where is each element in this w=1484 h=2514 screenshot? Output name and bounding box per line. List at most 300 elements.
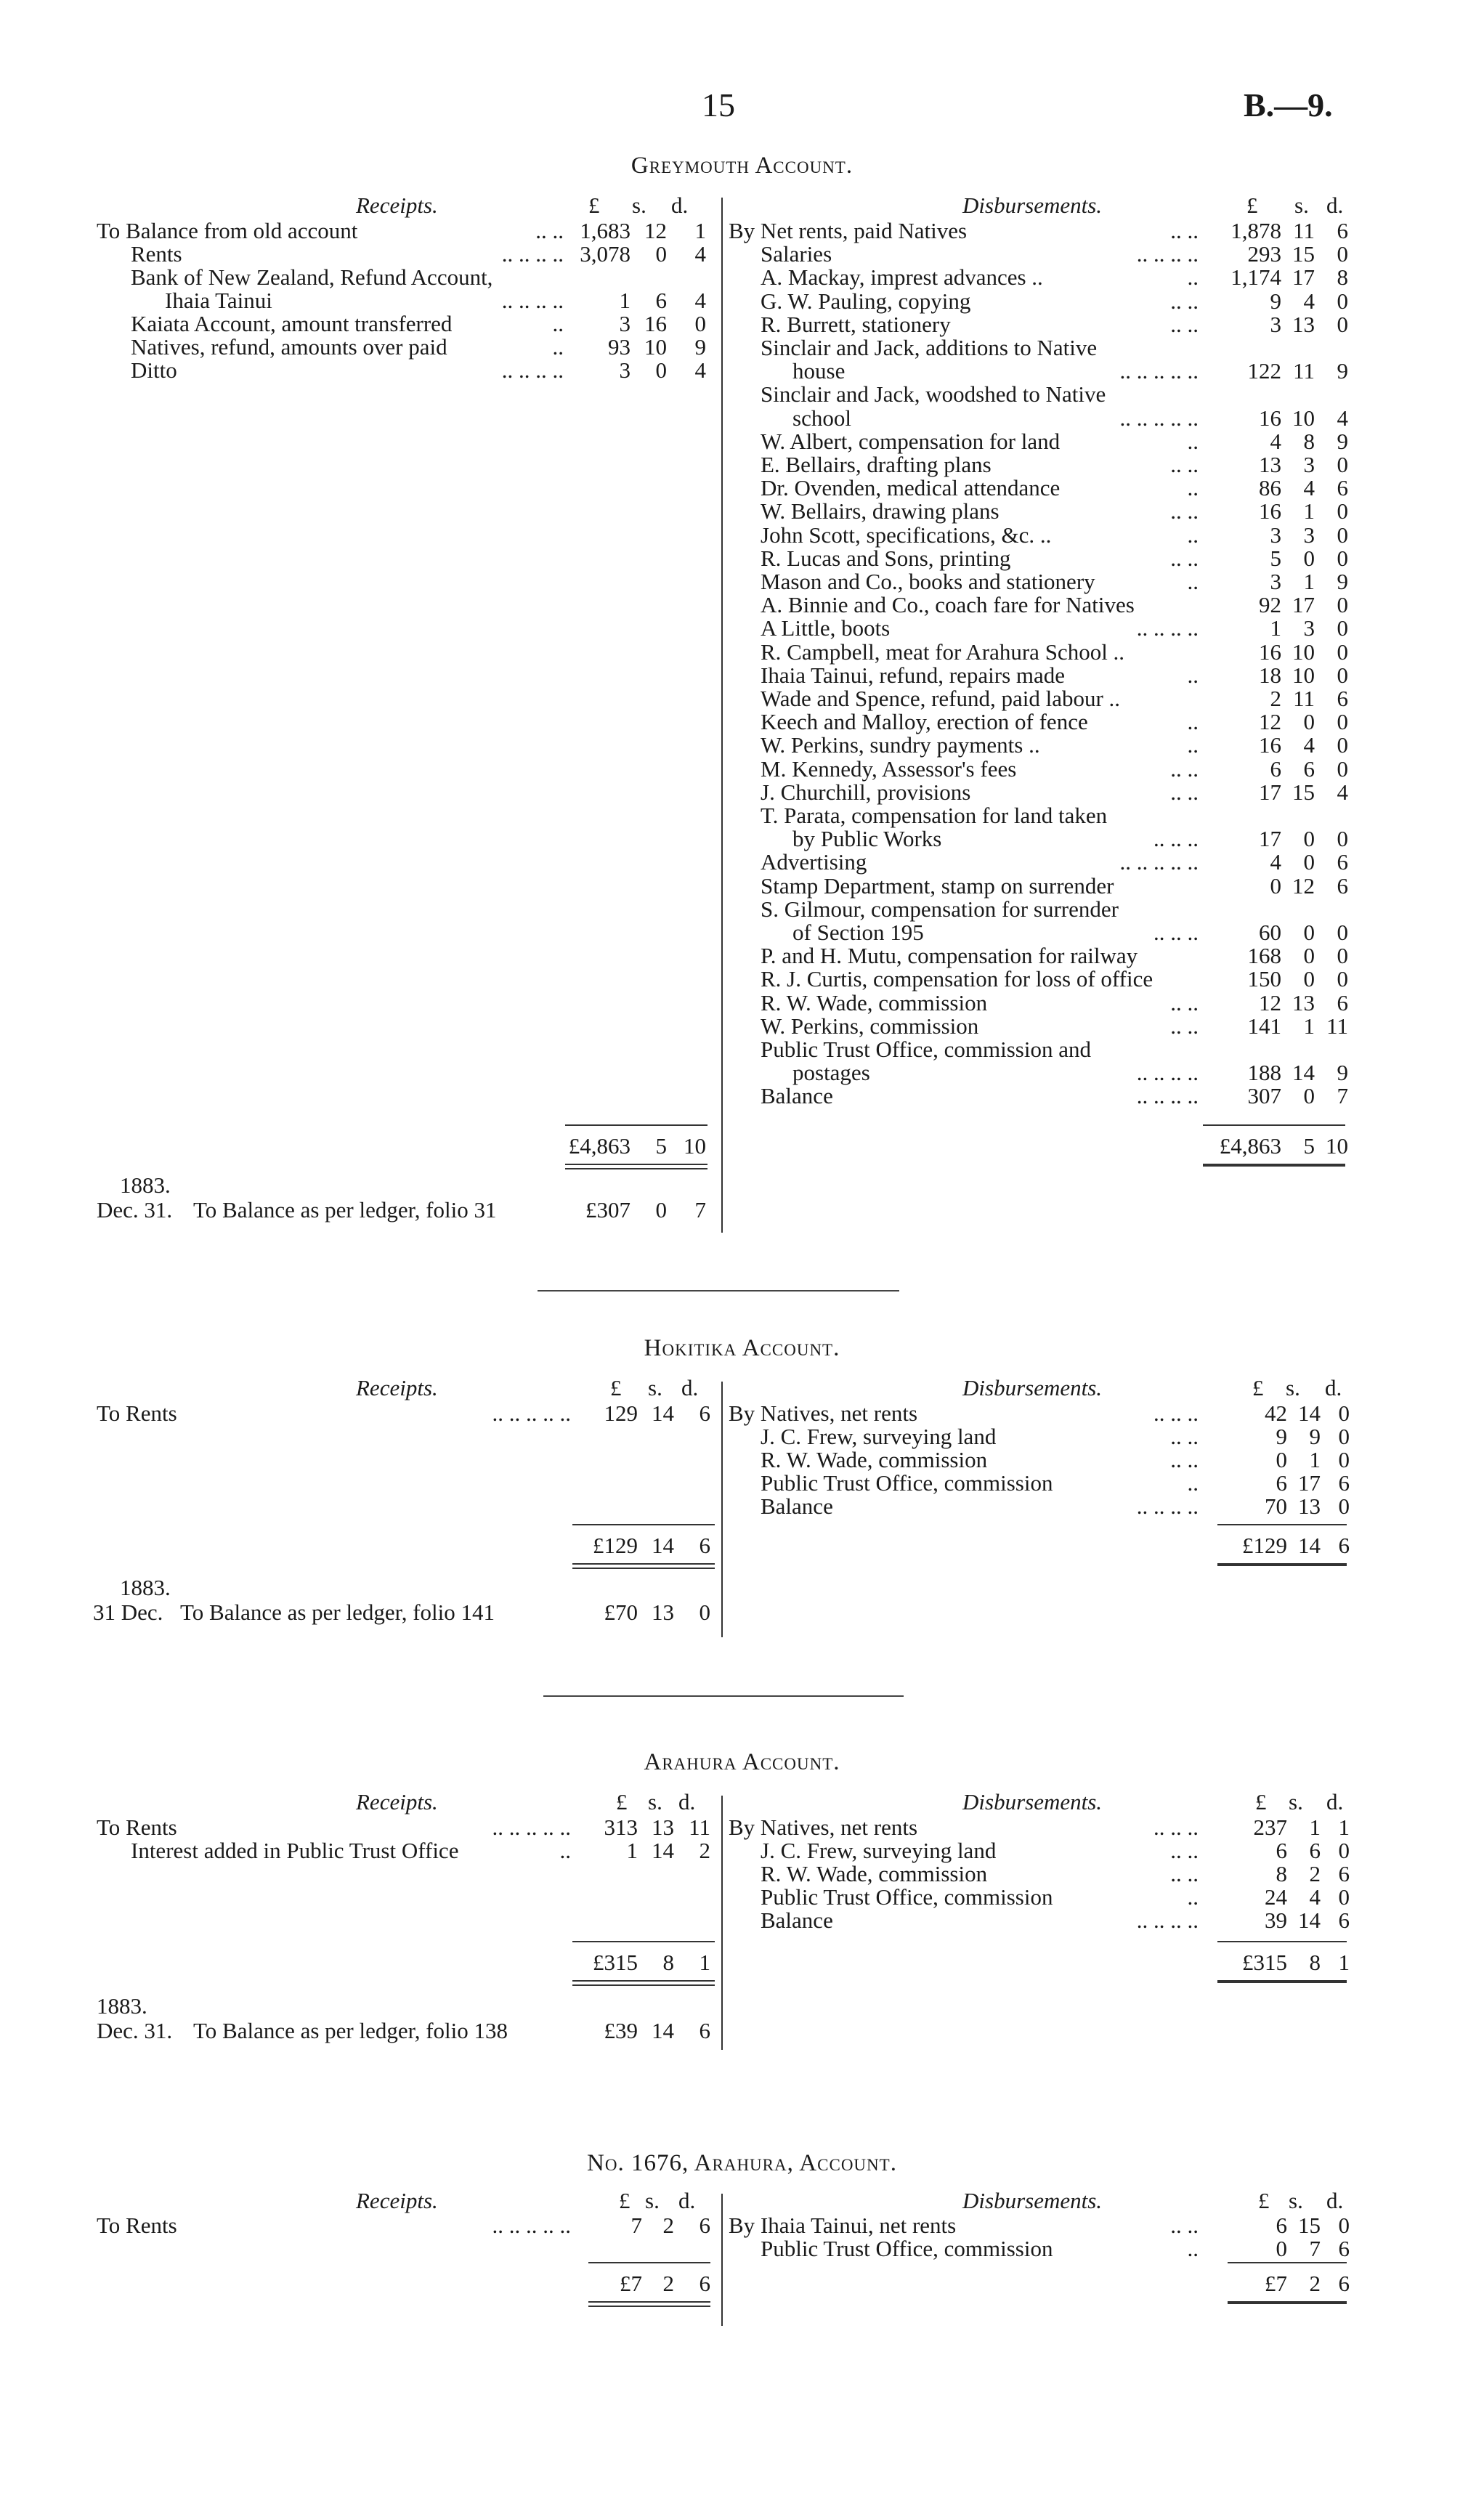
hokitika-receipt-amount-pounds: 129 — [604, 1400, 638, 1426]
greymouth-disbursement-leader-dots: .. .. .. .. — [1136, 615, 1199, 641]
arahura-receipts-total-pounds: £315 — [593, 1950, 638, 1975]
hokitika-receipt-leader-dots: .. .. .. .. .. — [492, 1400, 571, 1426]
greymouth-disbursement-item-text: Sinclair and Jack, woodshed to Native — [761, 381, 1106, 407]
greymouth-disbursement-amount-pounds: 16 — [1259, 732, 1281, 758]
hokitika-disbursement-amount-pence: 0 — [1338, 1424, 1350, 1449]
arahura-receipt-amount-pounds: 1 — [626, 1838, 638, 1863]
hokitika-disb-unit-pounds: £ — [1252, 1375, 1264, 1400]
greymouth-receipt-amount-pounds: 3,078 — [580, 241, 631, 267]
arahura-disbursement-amount-pence: 6 — [1338, 1907, 1350, 1933]
greymouth-disbursement-leader-dots: .. .. .. .. — [1136, 1060, 1199, 1086]
greymouth-disbursement-item-text: R. Lucas and Sons, printing — [761, 545, 1011, 571]
arahura-account-title: Arahura Account. — [644, 1749, 840, 1775]
hokitika-disbursement-amount-shillings: 13 — [1298, 1493, 1321, 1519]
arahura-disbursement-amount-pounds: 39 — [1265, 1907, 1287, 1933]
greymouth-disbursement-amount-pence: 0 — [1337, 732, 1348, 758]
no1676-receipt-amount-pence: 6 — [699, 2213, 710, 2238]
arahura-disbursement-amount-pence: 1 — [1338, 1814, 1350, 1840]
greymouth-disbursement-amount-shillings: 15 — [1292, 241, 1315, 267]
arahura-disb-total-rule-top — [1217, 1941, 1347, 1942]
greymouth-receipts-header: Receipts. — [356, 192, 438, 218]
greymouth-disbursement-item-text: E. Bellairs, drafting plans — [761, 452, 992, 477]
hokitika-disbursement-leader-dots: .. .. .. .. — [1136, 1493, 1199, 1519]
greymouth-disbursement-amount-pounds: 3 — [1270, 311, 1281, 337]
greymouth-disbursement-amount-pounds: 60 — [1259, 920, 1281, 945]
arahura-receipt-amount-shillings: 14 — [652, 1838, 674, 1863]
greymouth-disbursement-amount-pounds: 3 — [1270, 569, 1281, 594]
greymouth-receipt-leader-dots: .. .. .. .. — [501, 241, 564, 267]
hokitika-disb-total-pence: 6 — [1338, 1533, 1350, 1558]
greymouth-disbursement-leader-dots: .. .. — [1170, 779, 1199, 805]
arahura-year: 1883. — [97, 1993, 147, 2019]
no1676-disb-total-rule-bottom — [1228, 2301, 1347, 2304]
greymouth-disbursement-amount-pence: 9 — [1337, 569, 1348, 594]
arahura-balance-pounds: £39 — [604, 2018, 638, 2043]
greymouth-disbursement-amount-shillings: 4 — [1303, 732, 1315, 758]
no1676-receipts-total-rule-bottom2 — [588, 2306, 710, 2307]
greymouth-disbursement-item-text: A. Binnie and Co., coach fare for Natives — [761, 592, 1135, 618]
no1676-disbursement-amount-pounds: 0 — [1276, 2236, 1287, 2261]
greymouth-receipt-item-text: Ihaia Tainui — [165, 288, 272, 313]
greymouth-receipt-item-text: Ditto — [131, 357, 177, 383]
greymouth-receipt-leader-dots: .. — [552, 334, 564, 360]
hokitika-disbursement-item-text: Balance — [761, 1493, 833, 1519]
greymouth-disbursement-amount-pence: 6 — [1337, 849, 1348, 875]
greymouth-receipt-item-text: Bank of New Zealand, Refund Account, — [131, 264, 493, 290]
greymouth-disb-unit-pence: d. — [1326, 192, 1344, 218]
no1676-receipts-header: Receipts. — [356, 2188, 438, 2213]
arahura-disb-unit-pence: d. — [1326, 1789, 1344, 1814]
greymouth-receipt-amount-shillings: 0 — [655, 241, 667, 267]
greymouth-disbursement-amount-shillings: 17 — [1292, 264, 1315, 291]
greymouth-column-divider — [721, 198, 723, 1233]
no1676-disbursement-amount-pounds: 6 — [1276, 2213, 1287, 2238]
hokitika-disbursement-amount-shillings: 1 — [1309, 1447, 1321, 1472]
hokitika-disbursement-leader-dots: .. .. .. — [1153, 1400, 1199, 1426]
arahura-receipt-amount-pence: 11 — [689, 1814, 710, 1840]
hokitika-balance-pounds: £70 — [604, 1599, 638, 1625]
greymouth-disbursement-leader-dots: .. .. — [1170, 755, 1199, 782]
greymouth-receipt-amount-shillings: 0 — [655, 357, 667, 383]
greymouth-disbursement-leader-dots: .. .. — [1170, 452, 1199, 477]
greymouth-disbursement-amount-pence: 0 — [1337, 755, 1348, 782]
greymouth-disbursement-amount-pounds: 122 — [1247, 358, 1281, 384]
greymouth-receipt-item-text: To Balance from old account — [97, 218, 358, 243]
arahura-receipts-total-shillings: 8 — [662, 1950, 674, 1975]
greymouth-disbursement-leader-dots: .. — [1187, 732, 1199, 758]
greymouth-disbursement-amount-pounds: 141 — [1247, 1013, 1281, 1039]
no1676-disb-total-shillings: 2 — [1309, 2271, 1321, 2296]
hokitika-disbursement-amount-pence: 0 — [1338, 1400, 1350, 1426]
greymouth-disb-total-pounds: £4,863 — [1219, 1133, 1281, 1159]
greymouth-disbursement-item-text: W. Bellairs, drawing plans — [761, 498, 1000, 524]
greymouth-disbursement-amount-pounds: 3 — [1270, 522, 1281, 548]
greymouth-disbursement-leader-dots: .. — [1187, 709, 1199, 735]
greymouth-receipt-amount-pounds: 3 — [619, 311, 631, 336]
greymouth-disbursement-item-text: John Scott, specifications, &c. .. — [761, 522, 1052, 548]
greymouth-disbursement-amount-pounds: 92 — [1259, 592, 1281, 618]
arahura-disbursement-item-text: Public Trust Office, commission — [761, 1884, 1053, 1910]
greymouth-disbursement-amount-pounds: 86 — [1259, 475, 1281, 501]
greymouth-disbursement-amount-shillings: 0 — [1303, 545, 1315, 571]
no1676-disb-total-pence: 6 — [1338, 2271, 1350, 2296]
arahura-disbursement-amount-pence: 0 — [1338, 1884, 1350, 1910]
greymouth-disbursement-item-text: R. Burrett, stationery — [761, 311, 951, 337]
greymouth-disbursement-amount-pence: 11 — [1326, 1013, 1348, 1039]
greymouth-disbursement-item-text: R. J. Curtis, compensation for loss of office — [761, 966, 1153, 992]
arahura-disbursement-item-text: Balance — [761, 1907, 833, 1933]
greymouth-disbursement-amount-pounds: 5 — [1270, 545, 1281, 571]
greymouth-disbursement-amount-pence: 4 — [1337, 779, 1348, 805]
arahura-disbursement-amount-pounds: 8 — [1276, 1861, 1287, 1886]
greymouth-disbursement-amount-shillings: 3 — [1303, 522, 1315, 548]
greymouth-disbursement-amount-pounds: 18 — [1259, 662, 1281, 688]
greymouth-disbursement-amount-pounds: 4 — [1270, 428, 1281, 454]
greymouth-disbursement-amount-pounds: 188 — [1247, 1060, 1281, 1086]
hokitika-balance-text: To Balance as per ledger, folio 141 — [180, 1599, 495, 1625]
greymouth-disbursement-item-text: Public Trust Office, commission and — [761, 1037, 1091, 1062]
greymouth-balance-pence: 7 — [694, 1197, 706, 1222]
greymouth-receipts-unit-pounds: £ — [588, 192, 600, 218]
greymouth-disbursement-amount-pence: 9 — [1337, 358, 1348, 384]
no1676-receipt-amount-shillings: 2 — [662, 2213, 674, 2238]
greymouth-receipt-item-text: Rents — [131, 241, 182, 267]
hokitika-receipt-item-text: To Rents — [97, 1400, 177, 1426]
hokitika-disbursements-header: Disbursements. — [962, 1375, 1103, 1400]
hokitika-receipt-amount-pence: 6 — [699, 1400, 710, 1426]
greymouth-disbursement-amount-shillings: 8 — [1303, 428, 1315, 454]
arahura-receipts-total-rule-bottom2 — [572, 1984, 715, 1986]
arahura-receipt-item-text: To Rents — [97, 1814, 177, 1840]
arahura-receipts-unit-shillings: s. — [648, 1789, 662, 1814]
greymouth-balance-text: To Balance as per ledger, folio 31 — [193, 1197, 497, 1222]
greymouth-disbursement-item-text: Dr. Ovenden, medical attendance — [761, 475, 1061, 501]
greymouth-receipt-amount-pence: 4 — [694, 288, 706, 313]
greymouth-disbursement-leader-dots: .. — [1187, 522, 1199, 548]
greymouth-disbursement-amount-shillings: 10 — [1292, 405, 1315, 431]
greymouth-disbursement-leader-dots: .. .. .. — [1153, 826, 1199, 852]
greymouth-receipt-amount-pounds: 3 — [619, 357, 631, 383]
greymouth-disbursement-amount-pence: 0 — [1337, 638, 1348, 665]
greymouth-disbursement-amount-pence: 0 — [1337, 615, 1348, 641]
greymouth-disbursement-amount-pence: 0 — [1337, 311, 1348, 337]
greymouth-disbursement-leader-dots: .. .. — [1170, 545, 1199, 571]
hokitika-receipts-total-pence: 6 — [699, 1533, 710, 1558]
arahura-disbursement-leader-dots: .. .. .. .. — [1136, 1907, 1199, 1933]
greymouth-disbursement-amount-shillings: 0 — [1303, 826, 1315, 852]
greymouth-disbursement-leader-dots: .. .. — [1170, 989, 1199, 1015]
no1676-disb-total-pounds: £7 — [1265, 2271, 1287, 2296]
greymouth-disbursement-amount-pounds: 0 — [1270, 872, 1281, 899]
arahura-balance-pence: 6 — [699, 2018, 710, 2043]
greymouth-disbursement-item-text: A Little, boots — [761, 615, 891, 641]
greymouth-receipts-total-pounds: £4,863 — [568, 1133, 631, 1159]
hokitika-disbursement-amount-shillings: 14 — [1298, 1400, 1321, 1426]
greymouth-disb-total-rule-top — [1203, 1124, 1345, 1126]
greymouth-disbursement-amount-pence: 0 — [1337, 498, 1348, 524]
greymouth-disbursement-item-text: school — [792, 405, 851, 431]
greymouth-receipt-amount-pence: 1 — [694, 218, 706, 243]
hokitika-receipts-total-rule-bottom — [572, 1563, 715, 1565]
greymouth-disbursement-item-text: W. Albert, compensation for land — [761, 428, 1061, 454]
arahura-receipt-amount-pounds: 313 — [604, 1814, 638, 1840]
arahura-balance-text: To Balance as per ledger, folio 138 — [193, 2018, 508, 2043]
no1676-disbursements-header: Disbursements. — [962, 2188, 1103, 2213]
hokitika-disbursement-amount-pounds: 9 — [1276, 1424, 1287, 1449]
greymouth-disbursement-item-text: G. W. Pauling, copying — [761, 288, 971, 314]
greymouth-disbursement-amount-shillings: 15 — [1292, 779, 1315, 805]
greymouth-disbursement-amount-pounds: 17 — [1259, 779, 1281, 805]
arahura-disbursement-amount-pounds: 6 — [1276, 1838, 1287, 1863]
greymouth-disbursement-amount-pence: 6 — [1337, 872, 1348, 899]
arahura-receipts-total-pence: 1 — [699, 1950, 710, 1975]
greymouth-balance-date: Dec. 31. — [97, 1197, 173, 1222]
greymouth-disbursement-item-text: of Section 195 — [792, 920, 924, 945]
greymouth-disbursement-amount-shillings: 0 — [1303, 849, 1315, 875]
greymouth-receipt-item-text: Natives, refund, amounts over paid — [131, 334, 447, 360]
greymouth-disbursement-amount-pounds: 1,878 — [1230, 218, 1281, 243]
greymouth-disbursement-amount-pounds: 293 — [1247, 241, 1281, 267]
hokitika-receipts-header: Receipts. — [356, 1375, 438, 1400]
greymouth-receipts-unit-shillings: s. — [632, 192, 646, 218]
arahura-disbursement-amount-shillings: 6 — [1309, 1838, 1321, 1863]
greymouth-disbursement-amount-shillings: 3 — [1303, 615, 1315, 641]
arahura-balance-shillings: 14 — [652, 2018, 674, 2043]
no1676-receipts-total-pounds: £7 — [620, 2271, 642, 2296]
greymouth-disbursement-amount-pence: 0 — [1337, 662, 1348, 688]
arahura-balance-date: Dec. 31. — [97, 2018, 173, 2043]
arahura-disbursement-item-text: J. C. Frew, surveying land — [761, 1838, 997, 1863]
greymouth-disbursement-leader-dots: .. .. — [1170, 218, 1199, 243]
greymouth-disbursement-leader-dots: .. .. — [1170, 1013, 1199, 1039]
greymouth-disbursement-amount-pounds: 2 — [1270, 686, 1281, 711]
hokitika-receipts-unit-shillings: s. — [648, 1375, 662, 1400]
hokitika-disbursement-amount-shillings: 17 — [1298, 1470, 1321, 1496]
arahura-disbursement-leader-dots: .. .. .. — [1153, 1814, 1199, 1840]
hokitika-disb-unit-pence: d. — [1325, 1375, 1342, 1400]
arahura-disbursement-leader-dots: .. .. — [1170, 1838, 1199, 1863]
arahura-receipt-amount-shillings: 13 — [652, 1814, 674, 1840]
hokitika-disbursement-item-text: By Natives, net rents — [729, 1400, 918, 1426]
greymouth-disbursement-leader-dots: .. .. .. — [1153, 920, 1199, 945]
greymouth-disbursement-amount-pence: 0 — [1337, 920, 1348, 945]
greymouth-disbursement-amount-shillings: 0 — [1303, 966, 1315, 992]
hokitika-balance-shillings: 13 — [652, 1599, 674, 1625]
arahura-disbursement-amount-shillings: 1 — [1309, 1814, 1321, 1840]
section-separator-1 — [538, 1290, 899, 1292]
greymouth-disbursement-item-text: house — [792, 358, 846, 384]
greymouth-disbursement-amount-pounds: 9 — [1270, 288, 1281, 314]
no1676-receipt-leader-dots: .. .. .. .. .. — [492, 2213, 571, 2238]
greymouth-disbursement-leader-dots: .. .. .. .. — [1136, 241, 1199, 267]
greymouth-disbursement-item-text: Sinclair and Jack, additions to Native — [761, 335, 1098, 360]
greymouth-account-title: Greymouth Account. — [631, 153, 853, 179]
greymouth-disbursement-item-text: postages — [792, 1060, 870, 1086]
greymouth-disbursement-item-text: Stamp Department, stamp on surrender — [761, 872, 1114, 899]
no1676-receipts-total-pence: 6 — [699, 2271, 710, 2296]
hokitika-receipts-unit-pounds: £ — [610, 1375, 622, 1400]
greymouth-disbursement-item-text: Keech and Malloy, erection of fence — [761, 709, 1088, 735]
no1676-receipts-unit-shillings: s. — [645, 2188, 660, 2213]
greymouth-disbursement-item-text: W. Perkins, sundry payments .. — [761, 732, 1040, 758]
greymouth-disbursement-amount-shillings: 6 — [1303, 755, 1315, 782]
greymouth-disbursement-amount-pounds: 6 — [1270, 755, 1281, 782]
arahura-disbursement-amount-pounds: 24 — [1265, 1884, 1287, 1910]
arahura-disbursement-amount-pence: 6 — [1338, 1861, 1350, 1886]
arahura-receipts-unit-pounds: £ — [616, 1789, 628, 1814]
greymouth-receipt-item-text: Kaiata Account, amount transferred — [131, 311, 453, 336]
greymouth-disbursement-amount-pounds: 168 — [1247, 943, 1281, 969]
greymouth-disbursement-leader-dots: .. .. — [1170, 498, 1199, 524]
greymouth-receipt-leader-dots: .. — [552, 311, 564, 336]
greymouth-disbursement-leader-dots: .. .. .. .. .. — [1119, 849, 1199, 875]
greymouth-disbursement-item-text: R. Campbell, meat for Arahura School .. — [761, 638, 1125, 665]
greymouth-disbursement-item-text: by Public Works — [792, 826, 942, 852]
greymouth-disbursement-amount-pounds: 307 — [1247, 1083, 1281, 1109]
no1676-disbursement-item-text: By Ihaia Tainui, net rents — [729, 2213, 957, 2238]
no1676-column-divider — [721, 2194, 723, 2326]
greymouth-disbursements-header: Disbursements. — [962, 192, 1103, 218]
greymouth-receipt-amount-shillings: 16 — [644, 311, 667, 336]
greymouth-disbursement-amount-pounds: 12 — [1259, 709, 1281, 735]
no1676-account-title: No. 1676, Arahura, Account. — [587, 2150, 897, 2176]
greymouth-receipts-total-rule-top — [565, 1124, 707, 1126]
hokitika-disbursement-amount-pence: 0 — [1338, 1447, 1350, 1472]
greymouth-disbursement-item-text: P. and H. Mutu, compensation for railway — [761, 943, 1138, 969]
arahura-disb-unit-pounds: £ — [1255, 1789, 1267, 1814]
arahura-receipts-header: Receipts. — [356, 1789, 438, 1814]
greymouth-disbursement-amount-shillings: 4 — [1303, 288, 1315, 314]
no1676-disbursement-amount-shillings: 7 — [1309, 2236, 1321, 2261]
greymouth-disbursement-leader-dots: .. .. .. .. .. — [1119, 405, 1199, 431]
hokitika-disb-total-shillings: 14 — [1298, 1533, 1321, 1558]
arahura-receipt-leader-dots: .. .. .. .. .. — [492, 1814, 571, 1840]
greymouth-disbursement-amount-shillings: 13 — [1292, 989, 1315, 1015]
greymouth-disbursement-amount-pence: 7 — [1337, 1083, 1348, 1109]
greymouth-receipts-total-shillings: 5 — [655, 1133, 667, 1159]
greymouth-disbursement-amount-pence: 0 — [1337, 452, 1348, 477]
greymouth-disbursement-item-text: Advertising — [761, 849, 867, 875]
arahura-receipt-amount-pence: 2 — [699, 1838, 710, 1863]
greymouth-disbursement-item-text: A. Mackay, imprest advances .. — [761, 264, 1043, 291]
hokitika-disbursement-item-text: R. W. Wade, commission — [761, 1447, 988, 1472]
greymouth-disbursement-item-text: Mason and Co., books and stationery — [761, 569, 1095, 594]
greymouth-receipt-leader-dots: .. .. .. .. — [501, 357, 564, 383]
greymouth-receipt-amount-pence: 0 — [694, 311, 706, 336]
no1676-disbursement-amount-pence: 6 — [1338, 2236, 1350, 2261]
no1676-disbursement-leader-dots: .. — [1187, 2236, 1199, 2261]
greymouth-disbursement-leader-dots: .. — [1187, 662, 1199, 688]
greymouth-disbursement-amount-pounds: 16 — [1259, 638, 1281, 665]
greymouth-disbursement-amount-pence: 0 — [1337, 592, 1348, 618]
greymouth-disbursement-amount-shillings: 12 — [1292, 872, 1315, 899]
arahura-disbursement-leader-dots: .. .. — [1170, 1861, 1199, 1886]
no1676-receipts-total-rule-top — [588, 2262, 710, 2263]
arahura-disbursement-amount-shillings: 2 — [1309, 1861, 1321, 1886]
greymouth-disbursement-amount-shillings: 0 — [1303, 709, 1315, 735]
no1676-disb-unit-shillings: s. — [1289, 2188, 1303, 2213]
hokitika-disbursement-leader-dots: .. .. — [1170, 1424, 1199, 1449]
greymouth-receipt-amount-pounds: 93 — [608, 334, 631, 360]
greymouth-disbursement-amount-pence: 0 — [1337, 709, 1348, 735]
greymouth-disbursement-leader-dots: .. .. — [1170, 311, 1199, 337]
greymouth-disbursement-amount-pounds: 4 — [1270, 849, 1281, 875]
greymouth-disbursement-amount-shillings: 0 — [1303, 1083, 1315, 1109]
greymouth-disbursement-amount-shillings: 11 — [1293, 686, 1315, 711]
greymouth-disbursement-amount-shillings: 3 — [1303, 452, 1315, 477]
greymouth-disbursement-amount-pence: 0 — [1337, 288, 1348, 314]
hokitika-disb-total-pounds: £129 — [1242, 1533, 1287, 1558]
no1676-receipts-total-rule-bottom — [588, 2301, 710, 2303]
greymouth-disbursement-amount-shillings: 10 — [1292, 662, 1315, 688]
greymouth-disbursement-amount-pounds: 13 — [1259, 452, 1281, 477]
hokitika-disbursement-amount-pounds: 70 — [1265, 1493, 1287, 1519]
greymouth-disbursement-amount-pence: 6 — [1337, 218, 1348, 243]
greymouth-receipt-amount-shillings: 12 — [644, 218, 667, 243]
arahura-column-divider — [721, 1796, 723, 2050]
greymouth-receipts-total-rule-bottom — [565, 1164, 707, 1165]
greymouth-receipt-leader-dots: .. .. .. .. — [501, 288, 564, 313]
greymouth-receipt-amount-pence: 4 — [694, 241, 706, 267]
no1676-disbursement-amount-shillings: 15 — [1298, 2213, 1321, 2238]
greymouth-disb-unit-pounds: £ — [1246, 192, 1258, 218]
greymouth-balance-shillings: 0 — [655, 1197, 667, 1222]
hokitika-disbursement-item-text: J. C. Frew, surveying land — [761, 1424, 997, 1449]
no1676-disb-unit-pence: d. — [1326, 2188, 1344, 2213]
hokitika-receipts-unit-pence: d. — [681, 1375, 699, 1400]
hokitika-receipts-total-rule-bottom2 — [572, 1568, 715, 1569]
hokitika-receipts-total-shillings: 14 — [652, 1533, 674, 1558]
arahura-disb-total-pounds: £315 — [1242, 1950, 1287, 1975]
greymouth-disbursement-amount-shillings: 11 — [1293, 218, 1315, 243]
greymouth-receipt-amount-pence: 9 — [694, 334, 706, 360]
greymouth-disbursement-amount-pence: 6 — [1337, 989, 1348, 1015]
arahura-disbursements-header: Disbursements. — [962, 1789, 1103, 1814]
greymouth-disbursement-amount-pence: 6 — [1337, 686, 1348, 711]
hokitika-column-divider — [721, 1382, 723, 1637]
hokitika-disbursement-amount-pounds: 6 — [1276, 1470, 1287, 1496]
arahura-disbursement-amount-pence: 0 — [1338, 1838, 1350, 1863]
greymouth-receipts-total-rule-bottom2 — [565, 1168, 707, 1169]
no1676-disbursement-item-text: Public Trust Office, commission — [761, 2236, 1053, 2261]
greymouth-disbursement-amount-pence: 0 — [1337, 545, 1348, 571]
hokitika-disbursement-amount-shillings: 9 — [1309, 1424, 1321, 1449]
greymouth-disbursement-item-text: T. Parata, compensation for land taken — [761, 803, 1108, 828]
no1676-disbursement-amount-pence: 0 — [1338, 2213, 1350, 2238]
greymouth-disbursement-amount-pence: 8 — [1337, 264, 1348, 291]
greymouth-receipt-amount-pounds: 1,683 — [580, 218, 631, 243]
greymouth-disbursement-item-text: Ihaia Tainui, refund, repairs made — [761, 662, 1066, 688]
greymouth-disb-unit-shillings: s. — [1294, 192, 1309, 218]
greymouth-disbursement-amount-pounds: 1 — [1270, 615, 1281, 641]
greymouth-disbursement-amount-shillings: 11 — [1293, 358, 1315, 384]
greymouth-disbursement-amount-pence: 6 — [1337, 475, 1348, 501]
arahura-receipts-unit-pence: d. — [678, 1789, 696, 1814]
arahura-receipts-total-rule-bottom — [572, 1980, 715, 1982]
hokitika-year: 1883. — [120, 1575, 171, 1600]
greymouth-receipt-leader-dots: .. .. — [535, 218, 564, 243]
document-reference: B.—9. — [1244, 86, 1333, 123]
hokitika-receipt-amount-shillings: 14 — [652, 1400, 674, 1426]
greymouth-year: 1883. — [120, 1172, 171, 1198]
arahura-disb-unit-shillings: s. — [1289, 1789, 1303, 1814]
hokitika-account-title: Hokitika Account. — [644, 1335, 840, 1361]
hokitika-disb-total-rule-bottom — [1217, 1563, 1347, 1566]
arahura-disb-total-pence: 1 — [1338, 1950, 1350, 1975]
arahura-disbursement-leader-dots: .. — [1187, 1884, 1199, 1910]
greymouth-disbursement-item-text: By Net rents, paid Natives — [729, 218, 968, 243]
greymouth-receipts-unit-pence: d. — [671, 192, 689, 218]
